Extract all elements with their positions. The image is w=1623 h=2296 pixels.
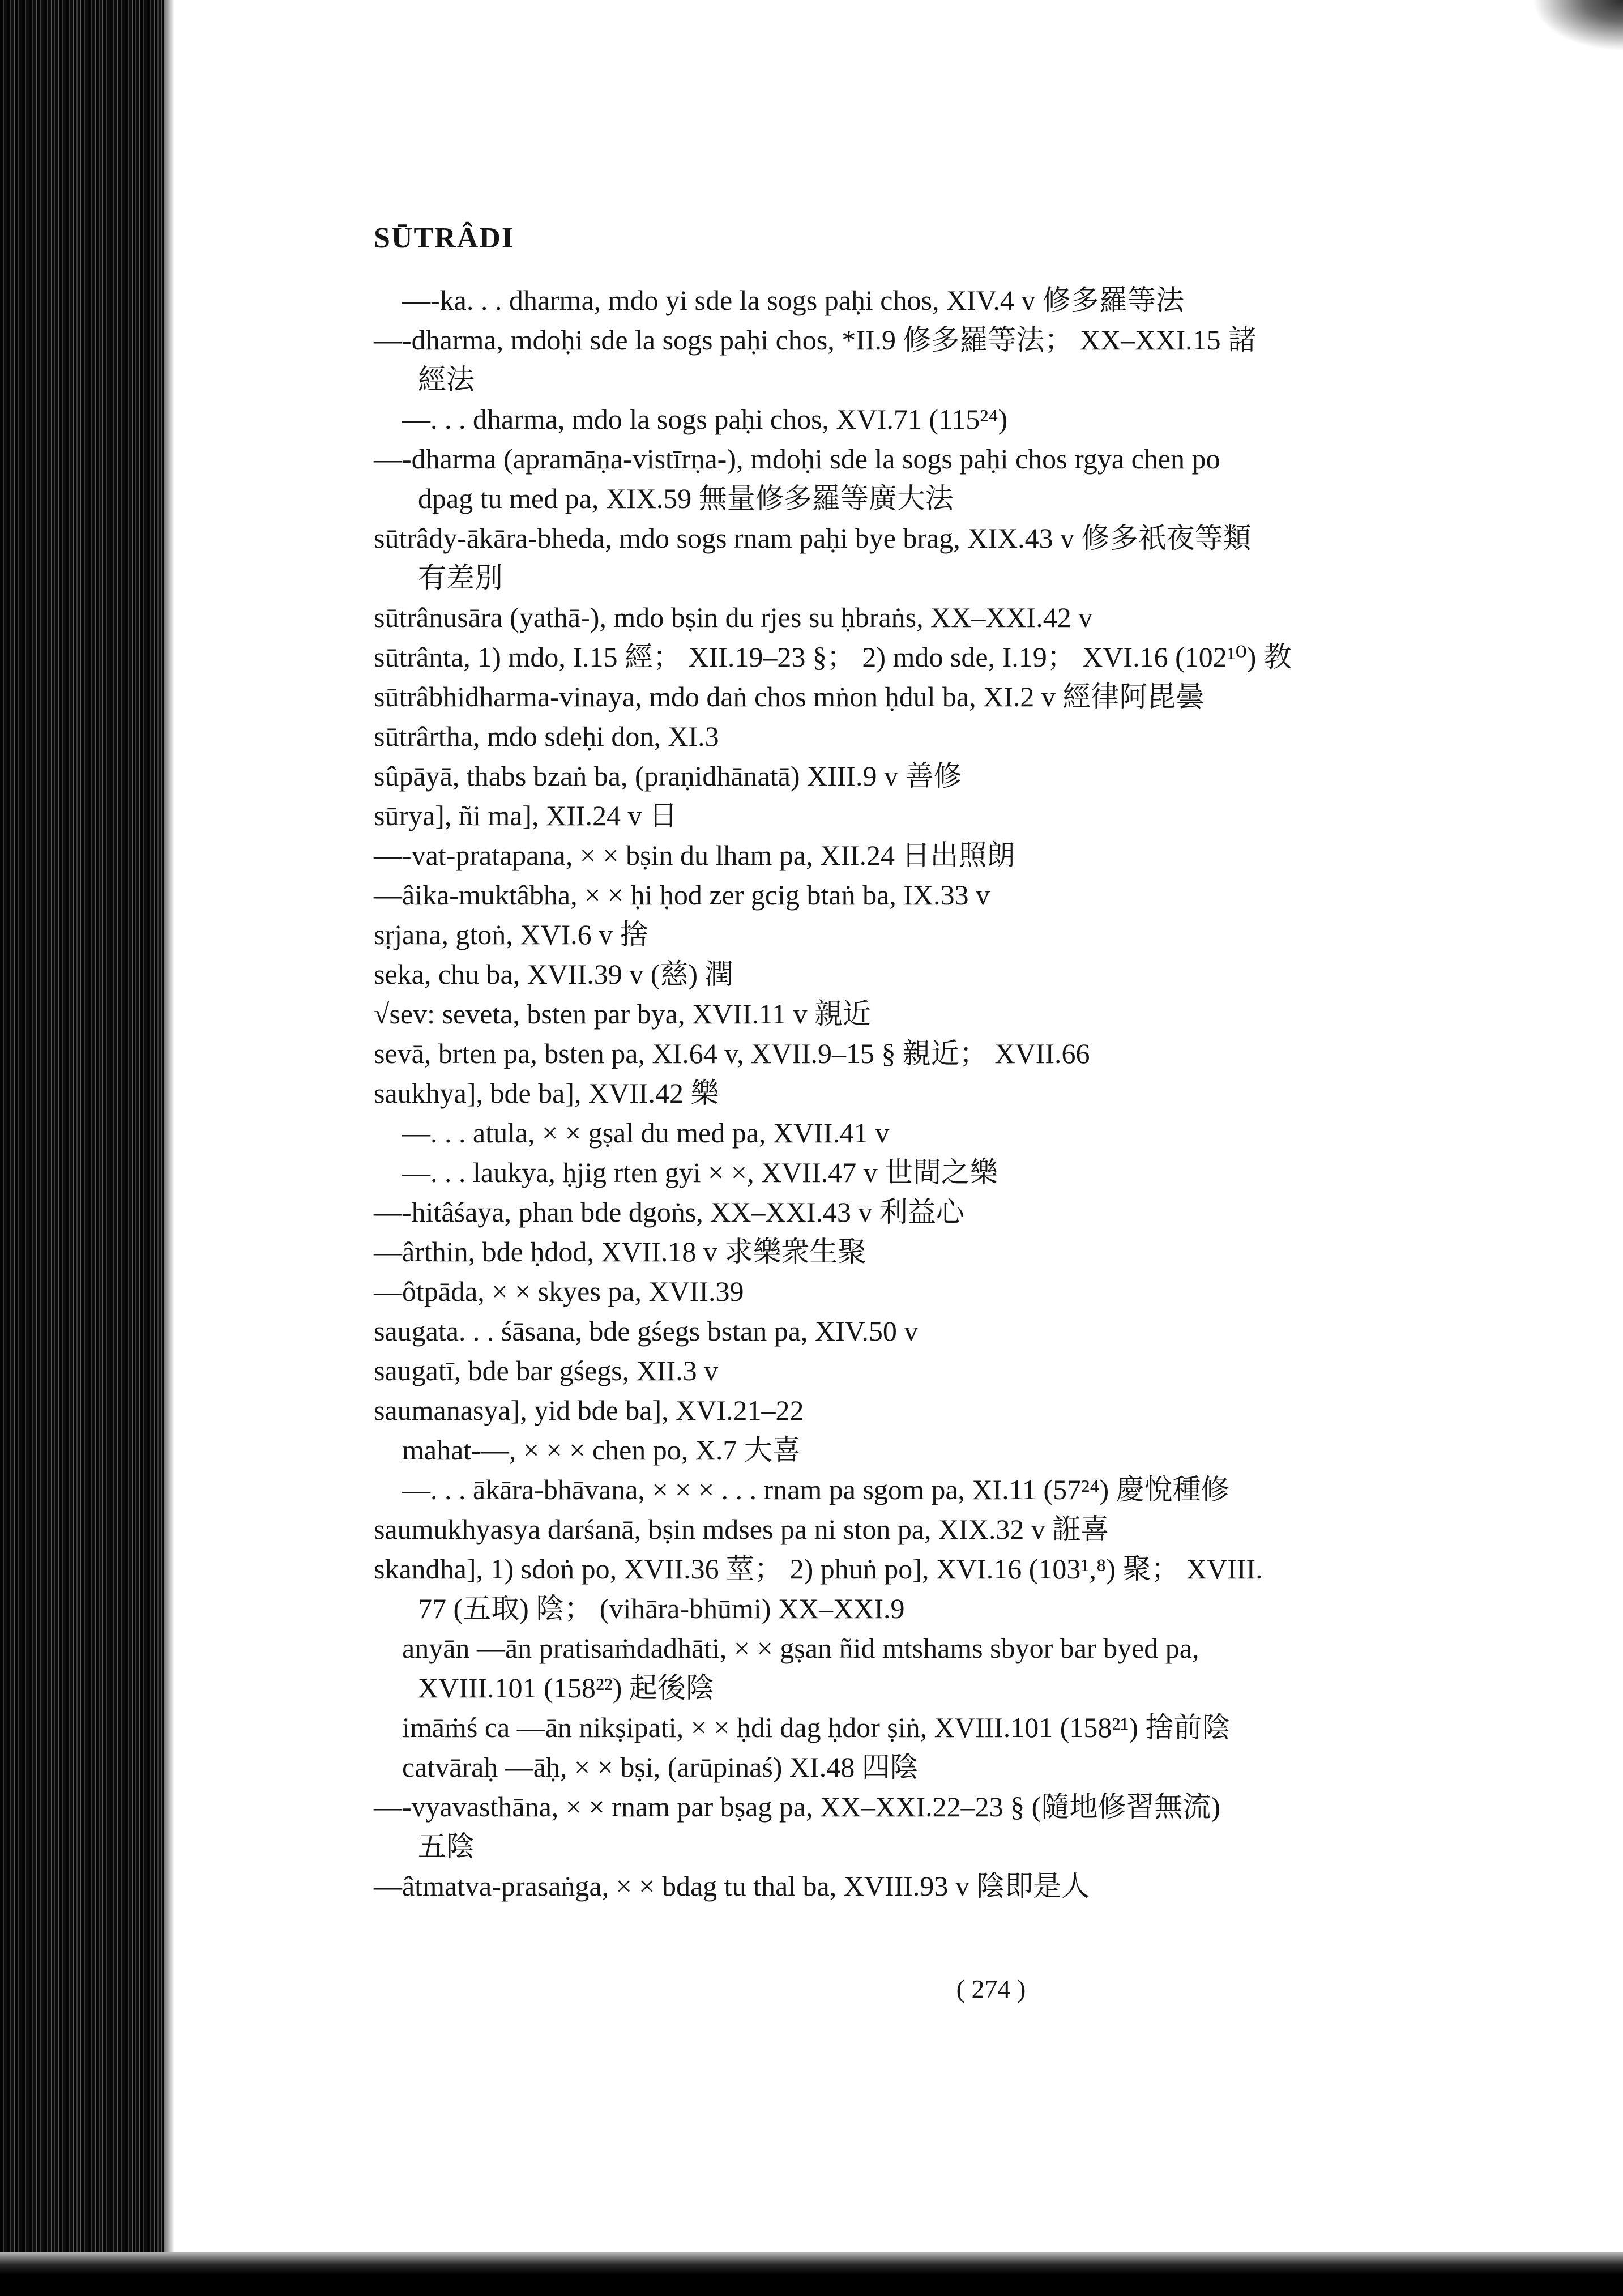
index-entry	[374, 1549, 1506, 1628]
index-entry	[374, 875, 1506, 915]
index-entry	[374, 1747, 1506, 1787]
entry-line: skandha], 1) sdoṅ po, XVII.36 莖； 2) phuṅ po], XVI.16 (103¹,⁸) 聚； XVIII.	[374, 1553, 1263, 1585]
index-entry	[374, 756, 1506, 796]
entry-line: —. . . laukya, ḥjig rten gyi × ×, XVII.47 v 世間之樂	[402, 1156, 998, 1188]
scan-bottom-edge	[0, 2252, 1623, 2296]
entry-line: saumukhyasya darśanā, bṣin mdses pa ni ston pa, XIX.32 v 誑喜	[374, 1513, 1109, 1545]
entry-line: sūtrâbhidharma-vinaya, mdo daṅ chos mṅon ḥdul ba, XI.2 v 經律阿毘曇	[374, 681, 1205, 712]
index-entry	[374, 994, 1506, 1034]
index-entry	[374, 1866, 1506, 1906]
entry-line: sevā, brten pa, bsten pa, XI.64 v, XVII.9–15 § 親近； XVII.66	[374, 1038, 1090, 1069]
entry-line: —. . . dharma, mdo la sogs paḥi chos, XVI.71 (115²⁴)	[402, 403, 1008, 435]
entry-continuation-line: 經法	[418, 364, 475, 395]
index-entry	[374, 1708, 1506, 1747]
entry-line: sūtrânusāra (yathā-), mdo bṣin du rjes su ḥbraṅs, XX–XXI.42 v	[374, 601, 1093, 633]
index-entry	[374, 439, 1506, 518]
entry-continuation-line: 77 (五取) 陰； (vihāra-bhūmi) XX–XXI.9	[418, 1593, 905, 1624]
section-heading: SŪTRÂDI	[374, 222, 515, 254]
entry-line: saugatī, bde bar gśegs, XII.3 v	[374, 1355, 719, 1386]
entry-line: √sev: seveta, bsten par bya, XVII.11 v 親近	[374, 998, 872, 1030]
index-entry	[374, 518, 1506, 598]
entry-line: seka, chu ba, XVII.39 v (慈) 潤	[374, 958, 733, 990]
index-entry	[374, 1153, 1506, 1192]
entry-line: mahat-—, × × × chen po, X.7 大喜	[402, 1434, 801, 1466]
index-entry	[374, 716, 1506, 756]
entry-line: saumanasya], yid bde ba], XVI.21–22	[374, 1394, 804, 1426]
index-entry	[374, 1113, 1506, 1153]
entry-continuation-line: dpag tu med pa, XIX.59 無量修多羅等廣大法	[418, 483, 954, 514]
entry-line: sūtrârtha, mdo sdeḥi don, XI.3	[374, 720, 719, 752]
entry-continuation-line: XVIII.101 (158²²) 起後陰	[418, 1672, 714, 1704]
entry-line: —âtmatva-prasaṅga, × × bdag tu thal ba, XVIII.93 v 陰即是人	[374, 1870, 1090, 1902]
entry-line: sṛjana, gtoṅ, XVI.6 v 捨	[374, 919, 648, 950]
index-entry	[374, 637, 1506, 677]
index-entry	[374, 1034, 1506, 1073]
index-entry	[374, 598, 1506, 637]
entry-line: sūtrâdy-ākāra-bheda, mdo sogs rnam paḥi bye brag, XIX.43 v 修多祇夜等類	[374, 522, 1252, 554]
index-entry	[374, 954, 1506, 994]
page-number: ( 274 )	[956, 1974, 1026, 2003]
index-entry	[374, 1232, 1506, 1271]
entry-line: —-vat-pratapana, × × bṣin du lham pa, XII.24 日出照朗	[374, 839, 1015, 871]
entry-line: —-hitâśaya, phan bde dgoṅs, XX–XXI.43 v 利益心	[374, 1196, 964, 1228]
index-entry	[374, 1351, 1506, 1390]
index-entry	[374, 835, 1506, 875]
index-entry	[374, 1628, 1506, 1708]
entry-line: —-dharma (apramāṇa-vistīrṇa-), mdoḥi sde la sogs paḥi chos rgya chen po	[374, 443, 1220, 475]
entry-line: —ôtpāda, × × skyes pa, XVII.39	[374, 1275, 744, 1307]
index-entry	[374, 1470, 1506, 1509]
index-entry	[374, 1311, 1506, 1351]
index-entry	[374, 1073, 1506, 1113]
entry-line: sūtrânta, 1) mdo, I.15 經； XII.19–23 §； 2) mdo sde, I.19； XVI.16 (102¹⁰) 教	[374, 641, 1292, 673]
index-entry	[374, 280, 1506, 320]
entry-line: —-vyavasthāna, × × rnam par bṣag pa, XX–XXI.22–23 § (隨地修習無流)	[374, 1791, 1220, 1823]
entry-line: saugata. . . śāsana, bde gśegs bstan pa, XIV.50 v	[374, 1315, 919, 1347]
entry-line: anyān —ān pratisaṁdadhāti, × × gṣan ñid mtshams sbyor bar byed pa,	[402, 1632, 1199, 1664]
entry-line: —. . . atula, × × gṣal du med pa, XVII.41 v	[402, 1117, 890, 1149]
entry-line: —-ka. . . dharma, mdo yi sde la sogs paḥi chos, XIV.4 v 修多羅等法	[402, 284, 1184, 316]
entry-line: catvāraḥ —āḥ, × × bṣi, (arūpinaś) XI.48 四陰	[402, 1751, 919, 1783]
page-content	[374, 224, 1506, 1906]
index-entry	[374, 320, 1506, 399]
index-entry	[374, 1509, 1506, 1549]
entry-line: —âika-muktâbha, × × ḥi ḥod zer gcig btaṅ ba, IX.33 v	[374, 879, 990, 911]
entry-line: —. . . ākāra-bhāvana, × × × . . . rnam pa sgom pa, XI.11 (57²⁴) 慶悅種修	[402, 1474, 1229, 1505]
entry-line: —ârthin, bde ḥdod, XVII.18 v 求樂衆生聚	[374, 1236, 866, 1268]
index-entry	[374, 399, 1506, 439]
entry-line: imāṁś ca —ān nikṣipati, × × ḥdi dag ḥdor ṣiṅ, XVIII.101 (158²¹) 捨前陰	[402, 1712, 1231, 1743]
index-entry	[374, 1271, 1506, 1311]
index-entries	[374, 280, 1506, 1906]
book-spine-edge	[0, 0, 164, 2296]
entry-line: sūrya], ñi ma], XII.24 v 日	[374, 800, 677, 831]
index-entry	[374, 1787, 1506, 1866]
index-entry	[374, 677, 1506, 716]
entry-line: saukhya], bde ba], XVII.42 樂	[374, 1077, 719, 1109]
index-entry	[374, 915, 1506, 954]
entry-continuation-line: 五陰	[418, 1830, 475, 1862]
entry-line: sûpāyā, thabs bzaṅ ba, (praṇidhānatā) XIII.9 v 善修	[374, 760, 962, 792]
entry-continuation-line: 有差別	[418, 562, 503, 594]
scan-corner-shadow	[1532, 0, 1623, 51]
index-entry	[374, 796, 1506, 835]
index-entry	[374, 1430, 1506, 1470]
index-entry	[374, 1192, 1506, 1232]
index-entry	[374, 1390, 1506, 1430]
entry-line: —-dharma, mdoḥi sde la sogs paḥi chos, *II.9 修多羅等法； XX–XXI.15 諸	[374, 324, 1257, 356]
